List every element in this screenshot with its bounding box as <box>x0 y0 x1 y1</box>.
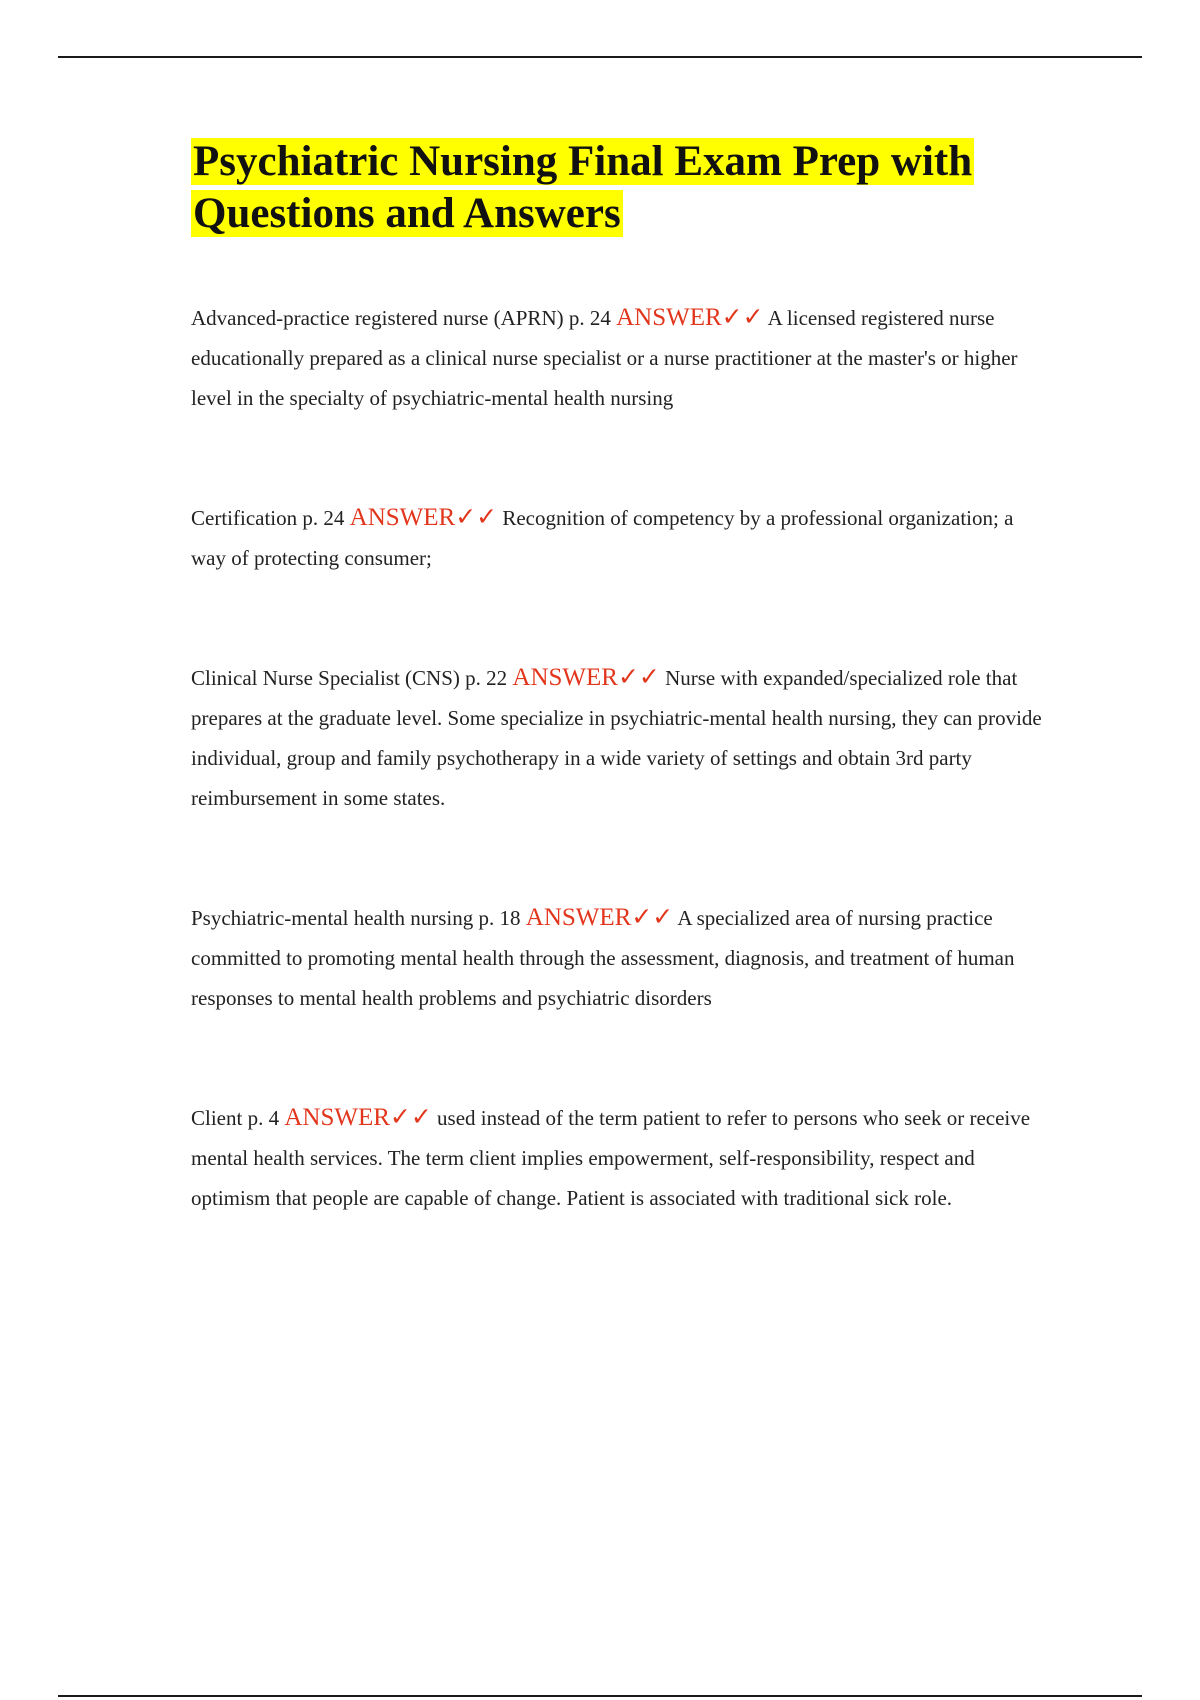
answer-marker: ANSWER✓✓ <box>616 304 764 331</box>
qa-entry-certification <box>191 498 1051 578</box>
entry-definition: A specialized area of nursing practice committed to promoting mental health through the assessment, diagnosis, and treatment of human responses to mental health problems and psychiatric disorders <box>191 906 1015 1010</box>
qa-entry-pmh-nursing <box>191 898 1051 1018</box>
qa-list <box>191 298 1051 1218</box>
title-highlight: Psychiatric Nursing Final Exam Prep with Questions and Answers <box>193 138 973 237</box>
qa-entry-aprn <box>191 298 1051 418</box>
entry-definition: A licensed registered nurse educationally prepared as a clinical nurse specialist or a nurse practitioner at the master's or higher level in the specialty of psychiatric-mental health nursing <box>191 306 1018 410</box>
answer-marker: ANSWER✓✓ <box>284 1104 432 1131</box>
entry-term: Client p. 4 <box>191 1106 280 1130</box>
answer-marker: ANSWER✓✓ <box>512 664 660 691</box>
entry-term: Certification p. 24 <box>191 506 345 530</box>
document-title <box>191 136 1031 240</box>
document-body <box>191 136 1051 1218</box>
entry-term: Psychiatric-mental health nursing p. 18 <box>191 906 521 930</box>
entry-term: Clinical Nurse Specialist (CNS) p. 22 <box>191 666 508 690</box>
qa-entry-client <box>191 1098 1051 1218</box>
top-rule <box>58 56 1142 58</box>
answer-marker: ANSWER✓✓ <box>525 904 674 931</box>
entry-definition: used instead of the term patient to refer to persons who seek or receive mental health services. The term client implies empowerment, self-responsibility, respect and optimism that people are capable of change. Patient is associated with traditional sick role. <box>191 1106 1031 1210</box>
qa-entry-cns <box>191 658 1051 818</box>
entry-definition: Recognition of competency by a professional organization; a way of protecting consumer; <box>191 506 1014 570</box>
entry-definition: Nurse with expanded/specialized role that prepares at the graduate level. Some specialize in psychiatric-mental health nursing, they can provide individual, group and family psychotherapy in a wide variety of settings and obtain 3rd party reimbursement in some states. <box>191 666 1042 810</box>
answer-marker: ANSWER✓✓ <box>349 504 498 531</box>
bottom-rule <box>58 1695 1142 1697</box>
entry-term: Advanced-practice registered nurse (APRN) p. 24 <box>191 306 611 330</box>
